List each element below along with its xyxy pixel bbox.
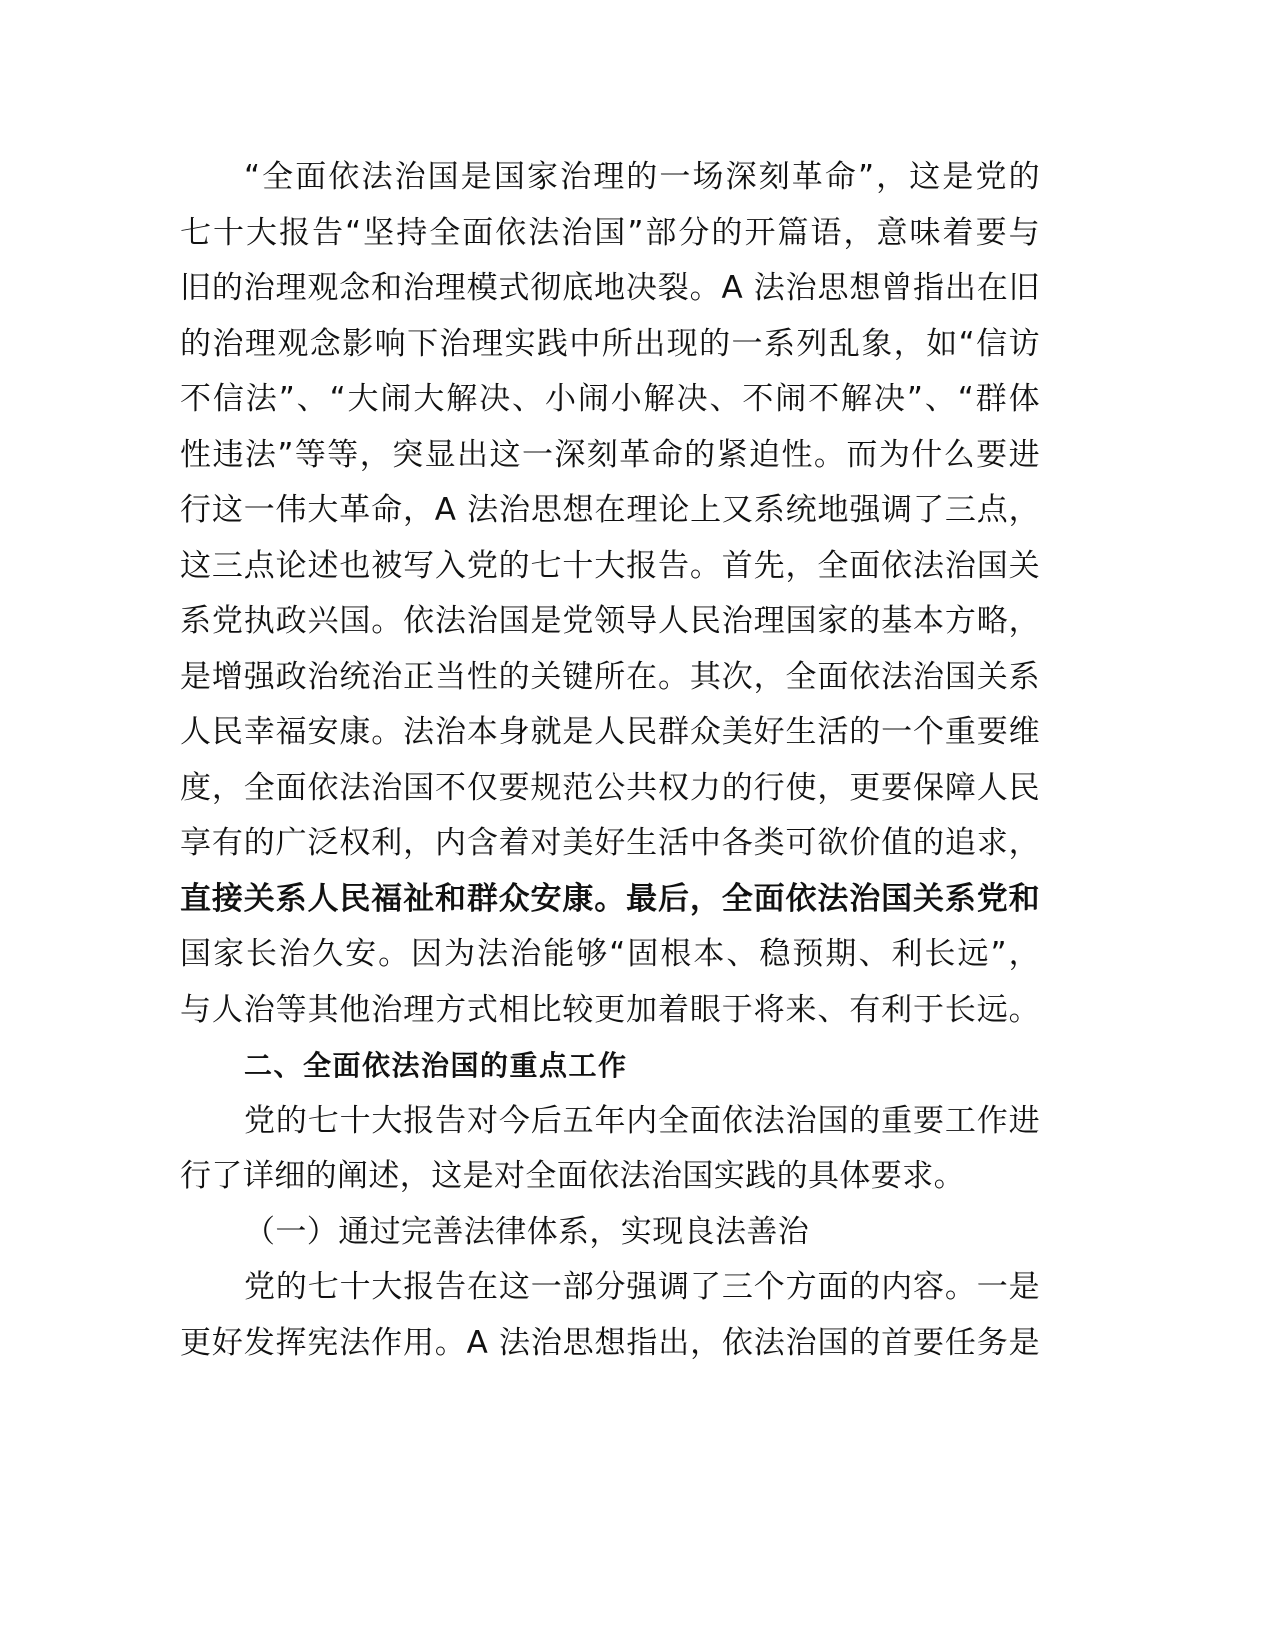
subsection-heading-text: （一）通过完善法律体系，实现良法善治: [244, 1213, 810, 1250]
text-line: 行了详细的阐述，这是对全面依法治国实践的具体要求。: [180, 1158, 965, 1194]
paragraph-constitution: [180, 1260, 1040, 1371]
text-line: 享有的广泛权利，内含着对美好生活中各类可欲价值的追求，: [180, 825, 1040, 861]
text-line: 与人治等其他治理方式相比较更加着眼于将来、有利于长远。: [180, 991, 1040, 1028]
text-line: 旧的治理观念和治理模式彻底地决裂。A 法治思想曾指出在旧: [180, 270, 1040, 306]
text-line: “全面依法治国是国家治理的一场深刻革命”，这是党的: [244, 159, 1040, 195]
text-line: 的治理观念影响下治理实践中所出现的一系列乱象，如“信访: [180, 325, 1040, 362]
paragraph-key-work: [180, 1094, 1040, 1205]
text-line: 党的七十大报告对今后五年内全面依法治国的重要工作进: [244, 1102, 1040, 1139]
text-line: 是增强政治统治正当性的关键所在。其次，全面依法治国关系: [180, 658, 1040, 695]
subsection-heading: [180, 1205, 1040, 1261]
text-line: 更好发挥宪法作用。A 法治思想指出，依法治国的首要任务是: [180, 1324, 1040, 1361]
text-line: 人民幸福安康。法治本身就是人民群众美好生活的一个重要维: [180, 714, 1040, 750]
section-heading: [180, 1038, 1040, 1094]
text-line: 不信法”、“大闹大解决、小闹小解决、不闹不解决”、“群体: [180, 381, 1040, 417]
text-line: 国家长治久安。因为法治能够“固根本、稳预期、利长远”，: [180, 936, 1040, 972]
text-line-bold: 直接关系人民福祉和群众安康。最后，全面依法治国关系党和: [180, 880, 1040, 917]
text-line: 这三点论述也被写入党的七十大报告。首先，全面依法治国关: [180, 547, 1040, 584]
document-page: [180, 150, 1040, 1371]
text-line: 党的七十大报告在这一部分强调了三个方面的内容。一是: [244, 1269, 1040, 1305]
text-line: 七十大报告“坚持全面依法治国”部分的开篇语，意味着要与: [180, 214, 1040, 251]
text-line: 行这一伟大革命，A 法治思想在理论上又系统地强调了三点，: [180, 492, 1040, 528]
section-heading-text: 二、全面依法治国的重点工作: [244, 1049, 628, 1082]
text-line: 度，全面依法治国不仅要规范公共权力的行使，更要保障人民: [180, 769, 1040, 806]
text-line: 性违法”等等，突显出这一深刻革命的紧迫性。而为什么要进: [180, 436, 1040, 473]
text-line: 系党执政兴国。依法治国是党领导人民治理国家的基本方略，: [180, 603, 1040, 639]
paragraph-revolution: [180, 150, 1040, 1038]
